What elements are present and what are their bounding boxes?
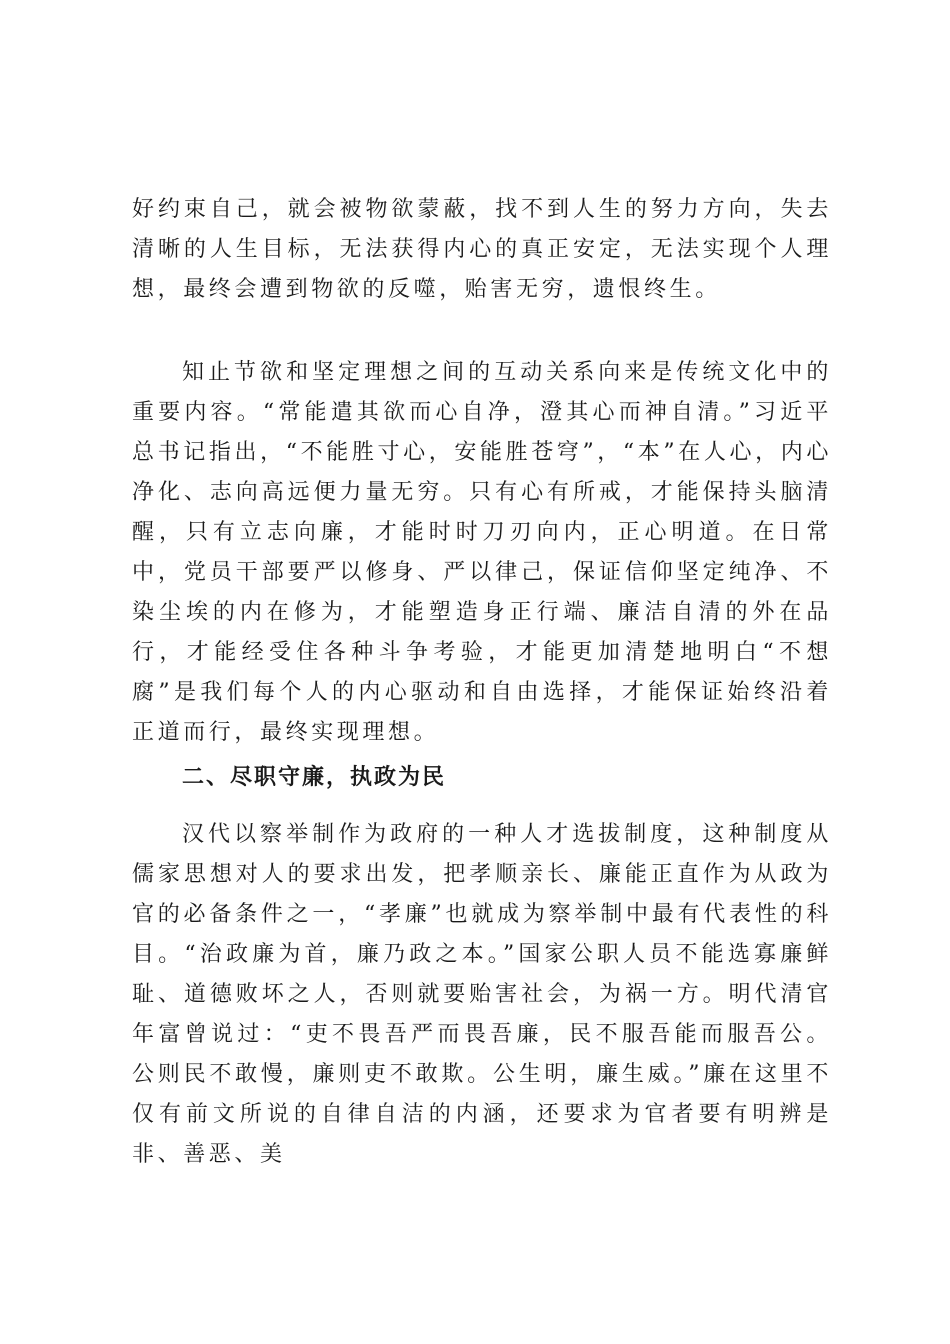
paragraph-continuation: 好约束自己，就会被物欲蒙蔽，找不到人生的努力方向，失去清晰的人生目标，无法获得内心的真正安定，无法实现个人理想，最终会遭到物欲的反噬，贻害无穷，遗恨终生。: [132, 197, 832, 302]
paragraph-restraint-and-ideals: 知止节欲和坚定理想之间的互动关系向来是传统文化中的重要内容。“常能遣其欲而心自净，澄其心而神自清。”习近平总书记指出，“不能胜寸心，安能胜苍穹”，“本”在人心，内心净化、志向高远便力量无穷。只有心有所戒，才能保持头脑清醒，只有立志向廉，才能时时刀刃向内，正心明道。在日常中，党员干部要严以修身、严以律己，保证信仰坚定纯净、不染尘埃的内在修为，才能塑造身正行端、廉洁自清的外在品行，才能经受住各种斗争考验，才能更加清楚地明白“不想腐”是我们每个人的内心驱动和自由选择，才能保证始终沿着正道而行，最终实现理想。: [132, 360, 832, 745]
section-heading: 二、尽职守廉，执政为民: [182, 765, 447, 790]
paragraph-han-dynasty-selection: 汉代以察举制作为政府的一种人才选拔制度，这种制度从儒家思想对人的要求出发，把孝顺亲长、廉能正直作为从政为官的必备条件之一，“孝廉”也就成为察举制中最有代表性的科目。“治政廉为首，廉乃政之本。”国家公职人员不能选寡廉鲜耻、道德败坏之人，否则就要贻害社会，为祸一方。明代清官年富曾说过：“吏不畏吾严而畏吾廉，民不服吾能而服吾公。公则民不敢慢，廉则吏不敢欺。公生明，廉生威。”廉在这里不仅有前文所说的自律自洁的内涵，还要求为官者要有明辨是非、善恶、美: [132, 822, 832, 1167]
